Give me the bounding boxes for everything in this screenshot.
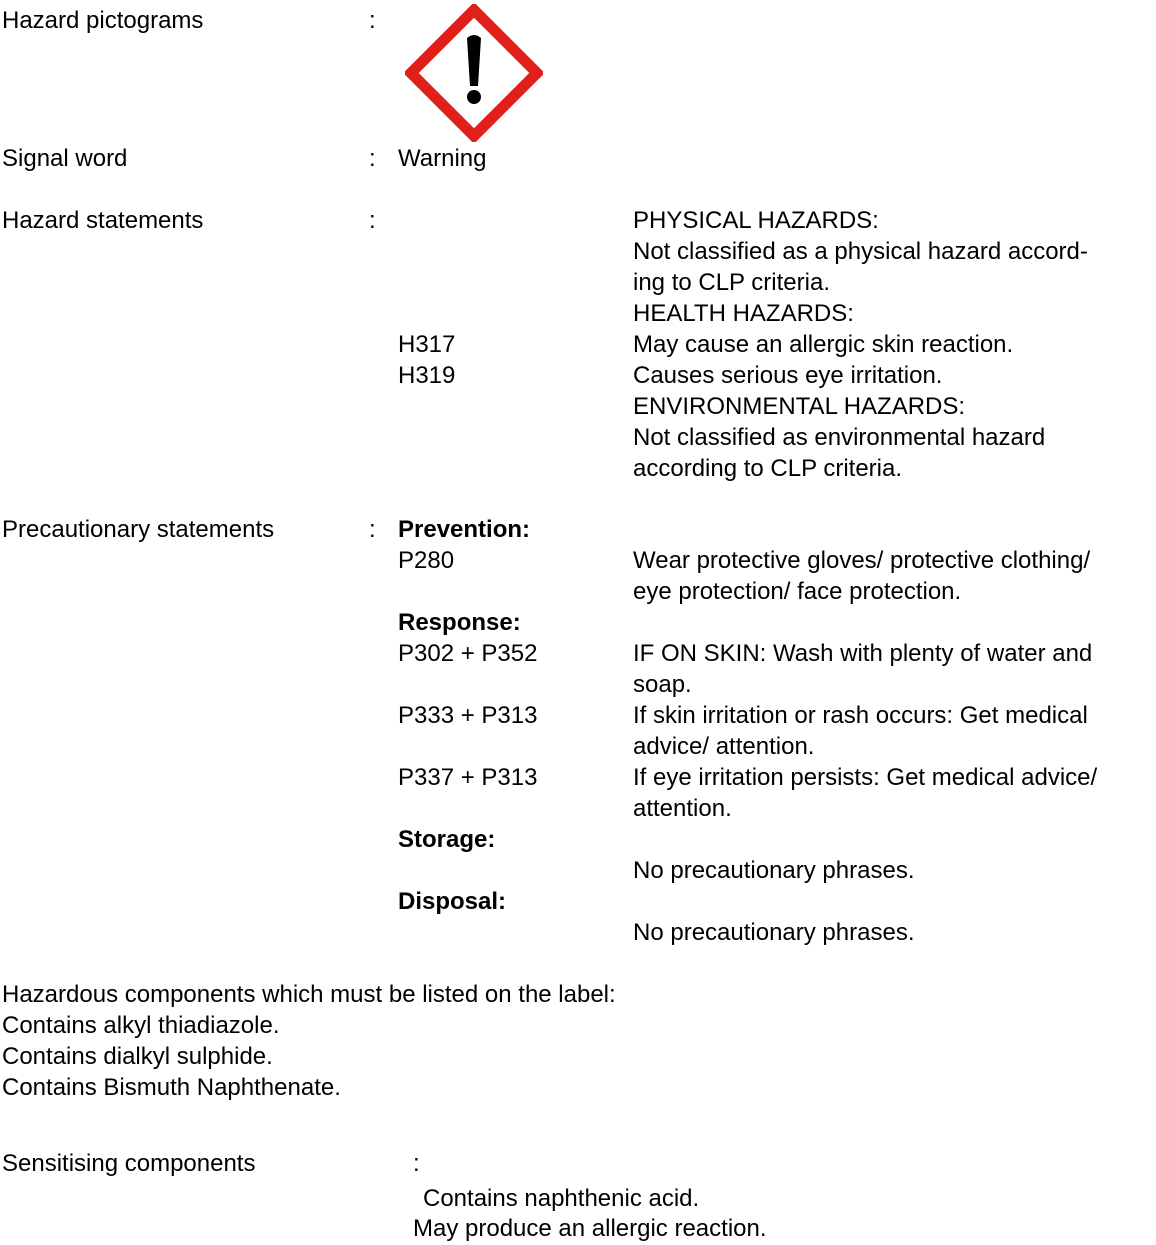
environmental-hazards-text-1: Not classified as environmental hazard bbox=[633, 424, 1046, 451]
hazardous-components-heading: Hazardous components which must be listed on the label: bbox=[2, 981, 616, 1008]
hazard-statements-label: Hazard statements bbox=[2, 207, 204, 234]
hazard-statements-colon: : bbox=[369, 207, 376, 234]
precaution-code-p337-p313: P337 + P313 bbox=[398, 764, 538, 791]
environmental-hazards-text-2: according to CLP criteria. bbox=[633, 455, 903, 482]
hazardous-component-item: Contains Bismuth Naphthenate. bbox=[2, 1074, 341, 1101]
signal-word-value: Warning bbox=[398, 145, 487, 172]
hazard-text-h317: May cause an allergic skin reaction. bbox=[633, 331, 1014, 358]
hazard-text-h319: Causes serious eye irritation. bbox=[633, 362, 943, 389]
sensitising-components-line-1: Contains naphthenic acid. bbox=[423, 1185, 700, 1212]
physical-hazards-heading: PHYSICAL HAZARDS: bbox=[633, 207, 879, 234]
sensitising-components-line-2: May produce an allergic reaction. bbox=[413, 1215, 767, 1242]
precaution-text-p337-p313-1: If eye irritation persists: Get medical advice/ bbox=[633, 764, 1098, 791]
precaution-text-p302-p352-2: soap. bbox=[633, 671, 692, 698]
physical-hazards-text-2: ing to CLP criteria. bbox=[633, 269, 830, 296]
precaution-text-p302-p352-1: IF ON SKIN: Wash with plenty of water and bbox=[633, 640, 1093, 667]
precaution-text-p280-2: eye protection/ face protection. bbox=[633, 578, 962, 605]
prevention-heading: Prevention: bbox=[398, 516, 531, 543]
storage-text: No precautionary phrases. bbox=[633, 857, 915, 884]
hazard-pictograms-label: Hazard pictograms bbox=[2, 7, 204, 34]
precaution-text-p280-1: Wear protective gloves/ protective clothing/ bbox=[633, 547, 1091, 574]
precaution-text-p333-p313-2: advice/ attention. bbox=[633, 733, 815, 760]
exclamation-mark-ghs07-icon bbox=[405, 4, 543, 142]
hazardous-component-item: Contains alkyl thiadiazole. bbox=[2, 1012, 280, 1039]
precaution-code-p280: P280 bbox=[398, 547, 455, 574]
precautionary-statements-colon: : bbox=[369, 516, 376, 543]
disposal-heading: Disposal: bbox=[398, 888, 507, 915]
precaution-text-p337-p313-2: attention. bbox=[633, 795, 732, 822]
sensitising-components-colon: : bbox=[413, 1150, 420, 1177]
sensitising-components-label: Sensitising components bbox=[2, 1150, 256, 1177]
precaution-code-p333-p313: P333 + P313 bbox=[398, 702, 538, 729]
environmental-hazards-heading: ENVIRONMENTAL HAZARDS: bbox=[633, 393, 966, 420]
precaution-text-p333-p313-1: If skin irritation or rash occurs: Get medical bbox=[633, 702, 1088, 729]
hazard-code-h317: H317 bbox=[398, 331, 456, 358]
physical-hazards-text-1: Not classified as a physical hazard accord- bbox=[633, 238, 1088, 265]
hazardous-component-item: Contains dialkyl sulphide. bbox=[2, 1043, 273, 1070]
signal-word-label: Signal word bbox=[2, 145, 128, 172]
response-heading: Response: bbox=[398, 609, 521, 636]
hazard-code-h319: H319 bbox=[398, 362, 456, 389]
health-hazards-heading: HEALTH HAZARDS: bbox=[633, 300, 854, 327]
hazard-pictograms-colon: : bbox=[369, 7, 376, 34]
signal-word-colon: : bbox=[369, 145, 376, 172]
precautionary-statements-label: Precautionary statements bbox=[2, 516, 275, 543]
precaution-code-p302-p352: P302 + P352 bbox=[398, 640, 538, 667]
disposal-text: No precautionary phrases. bbox=[633, 919, 915, 946]
storage-heading: Storage: bbox=[398, 826, 496, 853]
